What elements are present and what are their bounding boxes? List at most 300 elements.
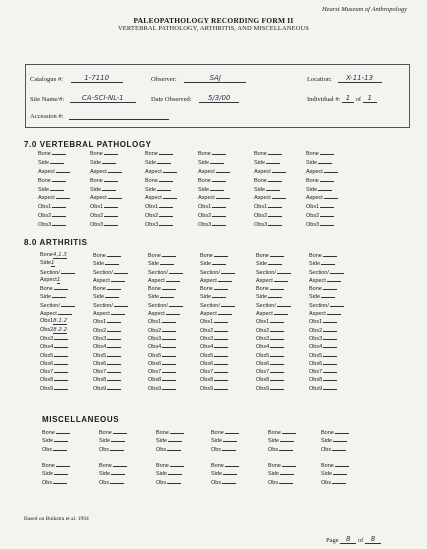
- field-blank-line[interactable]: [323, 367, 337, 373]
- field-blank-line[interactable]: [320, 220, 334, 226]
- field-blank-line[interactable]: [214, 359, 228, 365]
- field-label: Section/: [148, 269, 168, 276]
- field-value[interactable]: 1: [56, 276, 61, 283]
- field-label: Obs6: [200, 360, 214, 367]
- field-blank-line[interactable]: [102, 185, 116, 191]
- field-blank-line[interactable]: [56, 461, 70, 467]
- field-blank-line[interactable]: [321, 292, 335, 298]
- field-blank-line[interactable]: [56, 193, 70, 199]
- misc-field-row: [268, 436, 296, 444]
- field-blank-line[interactable]: [104, 149, 118, 155]
- field-blank-line[interactable]: [221, 301, 235, 307]
- field-blank-line[interactable]: [107, 334, 121, 340]
- field-blank-line[interactable]: [54, 334, 68, 340]
- field-blank-line[interactable]: [277, 268, 291, 274]
- location-value: X-11-13: [346, 74, 374, 82]
- field-label: Side: [211, 471, 223, 478]
- field-blank-line[interactable]: [282, 461, 296, 467]
- field-label: Obs2: [40, 326, 54, 333]
- field-blank-line[interactable]: [160, 259, 174, 265]
- field-blank-line[interactable]: [210, 185, 224, 191]
- form-field-row: [93, 384, 128, 392]
- field-blank-line[interactable]: [323, 334, 337, 340]
- field-blank-line[interactable]: [162, 351, 176, 357]
- misc-field-row: [211, 445, 239, 453]
- field-blank-line[interactable]: [159, 211, 173, 217]
- site-value-line[interactable]: [70, 94, 136, 103]
- field-label: Obs1: [148, 319, 162, 326]
- field-blank-line[interactable]: [159, 202, 173, 208]
- form-field-row: [40, 301, 75, 309]
- field-blank-line[interactable]: [210, 158, 224, 164]
- field-label: Obs2: [200, 327, 214, 334]
- form-field-row: [198, 202, 230, 211]
- form-field-row: [256, 334, 291, 342]
- field-blank-line[interactable]: [157, 185, 171, 191]
- field-blank-line[interactable]: [107, 326, 121, 332]
- field-blank-line[interactable]: [212, 202, 226, 208]
- form-field-row: [256, 276, 291, 284]
- field-label: Side: [93, 261, 105, 268]
- field-blank-line[interactable]: [108, 167, 122, 173]
- field-blank-line[interactable]: [270, 351, 284, 357]
- accession-label: Accession #:: [30, 113, 64, 120]
- field-blank-line[interactable]: [323, 375, 337, 381]
- field-blank-line[interactable]: [160, 292, 174, 298]
- field-blank-line[interactable]: [53, 445, 67, 451]
- field-blank-line[interactable]: [52, 149, 66, 155]
- field-blank-line[interactable]: [107, 359, 121, 365]
- field-blank-line[interactable]: [268, 149, 282, 155]
- form-field-row: [148, 351, 183, 359]
- field-label: Aspect: [306, 195, 323, 202]
- field-blank-line[interactable]: [323, 384, 337, 390]
- field-blank-line[interactable]: [166, 276, 180, 282]
- misc-field-row: [268, 461, 296, 469]
- form-field-row: [254, 167, 286, 176]
- field-label: Obs1: [198, 204, 212, 211]
- field-blank-line[interactable]: [102, 158, 116, 164]
- form-field-row: [148, 284, 183, 292]
- field-blank-line[interactable]: [114, 268, 128, 274]
- misc-group-gap: [321, 453, 349, 461]
- field-blank-line[interactable]: [107, 375, 121, 381]
- field-blank-line[interactable]: [162, 384, 176, 390]
- field-blank-line[interactable]: [218, 309, 232, 315]
- form-field-row: [38, 185, 70, 194]
- form-field-row: [200, 284, 235, 292]
- field-blank-line[interactable]: [104, 211, 118, 217]
- field-blank-line[interactable]: [159, 149, 173, 155]
- field-label: Side: [309, 294, 321, 301]
- field-blank-line[interactable]: [157, 158, 171, 164]
- page-total-line[interactable]: [365, 535, 381, 544]
- misc-field-row: [321, 428, 349, 436]
- field-blank-line[interactable]: [111, 436, 125, 442]
- field-blank-line[interactable]: [167, 445, 181, 451]
- field-blank-line[interactable]: [214, 375, 228, 381]
- field-blank-line[interactable]: [169, 268, 183, 274]
- field-blank-line[interactable]: [270, 334, 284, 340]
- field-blank-line[interactable]: [280, 436, 294, 442]
- form-field-row: [309, 367, 344, 375]
- form-field-row: [145, 220, 177, 229]
- field-label: Obs3: [40, 335, 54, 342]
- field-label: Side: [38, 159, 50, 166]
- field-blank-line[interactable]: [320, 202, 334, 208]
- arthritis-col-5: [256, 251, 291, 392]
- field-label: Obs4: [148, 344, 162, 351]
- field-blank-line[interactable]: [333, 436, 347, 442]
- field-label: Obs: [42, 479, 53, 486]
- field-blank-line[interactable]: [282, 428, 296, 434]
- field-blank-line[interactable]: [214, 367, 228, 373]
- field-blank-line[interactable]: [225, 428, 239, 434]
- field-blank-line[interactable]: [222, 445, 236, 451]
- field-blank-line[interactable]: [214, 342, 228, 348]
- field-blank-line[interactable]: [270, 384, 284, 390]
- field-blank-line[interactable]: [162, 334, 176, 340]
- field-blank-line[interactable]: [54, 375, 68, 381]
- accession-field: [30, 111, 169, 120]
- field-blank-line[interactable]: [105, 259, 119, 265]
- field-blank-line[interactable]: [166, 309, 180, 315]
- field-blank-line[interactable]: [225, 461, 239, 467]
- field-blank-line[interactable]: [268, 202, 282, 208]
- field-blank-line[interactable]: [270, 375, 284, 381]
- field-label: Aspect: [93, 311, 110, 318]
- misc-group-gap: [42, 453, 70, 461]
- field-blank-line[interactable]: [54, 284, 68, 290]
- form-field-row: [198, 158, 230, 167]
- field-blank-line[interactable]: [216, 193, 230, 199]
- form-field-row: [145, 211, 177, 220]
- field-blank-line[interactable]: [162, 284, 176, 290]
- field-blank-line[interactable]: [170, 428, 184, 434]
- field-blank-line[interactable]: [279, 478, 293, 484]
- form-field-row: [200, 359, 235, 367]
- field-blank-line[interactable]: [54, 384, 68, 390]
- field-blank-line[interactable]: [168, 436, 182, 442]
- field-label: Obs3: [148, 335, 162, 342]
- field-blank-line[interactable]: [218, 276, 232, 282]
- field-blank-line[interactable]: [323, 359, 337, 365]
- field-label: Bone: [156, 430, 169, 436]
- form-field-row: [90, 149, 122, 158]
- individual-total-line[interactable]: [363, 94, 377, 103]
- field-blank-line[interactable]: [104, 176, 118, 182]
- field-blank-line[interactable]: [104, 202, 118, 208]
- arthritis-col-1: [40, 251, 75, 392]
- form-field-row: [309, 284, 344, 292]
- form-field-row: [254, 220, 286, 229]
- field-blank-line[interactable]: [107, 284, 121, 290]
- field-blank-line[interactable]: [321, 259, 335, 265]
- field-blank-line[interactable]: [330, 268, 344, 274]
- field-blank-line[interactable]: [50, 185, 64, 191]
- field-blank-line[interactable]: [223, 436, 237, 442]
- field-blank-line[interactable]: [52, 220, 66, 226]
- field-blank-line[interactable]: [110, 478, 124, 484]
- field-blank-line[interactable]: [320, 211, 334, 217]
- field-blank-line[interactable]: [61, 301, 75, 307]
- field-value[interactable]: 4,1.3: [52, 252, 67, 258]
- field-blank-line[interactable]: [107, 251, 121, 257]
- field-blank-line[interactable]: [268, 176, 282, 182]
- field-blank-line[interactable]: [280, 469, 294, 475]
- field-label: Obs2: [38, 213, 52, 220]
- field-blank-line[interactable]: [223, 469, 237, 475]
- field-label: Side: [99, 438, 111, 445]
- form-field-row: [198, 167, 230, 176]
- field-blank-line[interactable]: [270, 359, 284, 365]
- field-label: Aspect: [93, 277, 110, 284]
- form-field-row: [93, 367, 128, 375]
- field-label: Aspect: [40, 311, 57, 318]
- field-blank-line[interactable]: [212, 149, 226, 155]
- observer-value-line[interactable]: [184, 74, 246, 83]
- field-blank-line[interactable]: [212, 176, 226, 182]
- field-blank-line[interactable]: [266, 158, 280, 164]
- field-blank-line[interactable]: [54, 359, 68, 365]
- field-blank-line[interactable]: [162, 317, 176, 323]
- field-blank-line[interactable]: [162, 326, 176, 332]
- form-field-row: [200, 268, 235, 276]
- field-label: Obs5: [93, 352, 107, 359]
- field-blank-line[interactable]: [214, 351, 228, 357]
- misc-field-row: [321, 445, 349, 453]
- arthritis-col-6: [309, 251, 344, 392]
- field-blank-line[interactable]: [162, 359, 176, 365]
- field-blank-line[interactable]: [268, 211, 282, 217]
- field-blank-line[interactable]: [214, 317, 228, 323]
- field-blank-line[interactable]: [56, 428, 70, 434]
- field-label: Obs8: [256, 377, 270, 384]
- field-label: Obs1: [309, 319, 323, 326]
- field-blank-line[interactable]: [54, 342, 68, 348]
- field-blank-line[interactable]: [279, 445, 293, 451]
- field-blank-line[interactable]: [318, 185, 332, 191]
- field-blank-line[interactable]: [274, 276, 288, 282]
- field-blank-line[interactable]: [272, 193, 286, 199]
- field-blank-line[interactable]: [162, 251, 176, 257]
- arthritis-col-3: [148, 251, 183, 392]
- field-blank-line[interactable]: [107, 351, 121, 357]
- field-blank-line[interactable]: [105, 292, 119, 298]
- field-blank-line[interactable]: [54, 351, 68, 357]
- field-label: Obs1: [254, 204, 268, 211]
- field-label: Bone: [254, 151, 267, 157]
- field-label: Side: [256, 294, 268, 301]
- field-blank-line[interactable]: [52, 211, 66, 217]
- misc-col-1: [42, 428, 70, 486]
- field-blank-line[interactable]: [272, 167, 286, 173]
- field-label: Obs9: [309, 385, 323, 392]
- field-blank-line[interactable]: [107, 317, 121, 323]
- field-blank-line[interactable]: [56, 167, 70, 173]
- field-blank-line[interactable]: [107, 384, 121, 390]
- form-field-row: [256, 251, 291, 259]
- field-blank-line[interactable]: [170, 461, 184, 467]
- field-blank-line[interactable]: [323, 317, 337, 323]
- field-label: Obs3: [38, 222, 52, 229]
- date-value-line[interactable]: [199, 94, 239, 103]
- field-blank-line[interactable]: [163, 193, 177, 199]
- field-blank-line[interactable]: [61, 268, 75, 274]
- field-blank-line[interactable]: [52, 176, 66, 182]
- field-blank-line[interactable]: [162, 375, 176, 381]
- misc-field-row: [268, 445, 296, 453]
- field-blank-line[interactable]: [323, 351, 337, 357]
- field-label: Obs4: [256, 344, 270, 351]
- field-value[interactable]: 8.2.2: [53, 326, 68, 333]
- form-field-row: [40, 268, 75, 276]
- field-blank-line[interactable]: [216, 167, 230, 173]
- field-blank-line[interactable]: [212, 220, 226, 226]
- field-blank-line[interactable]: [168, 469, 182, 475]
- field-blank-line[interactable]: [270, 284, 284, 290]
- field-blank-line[interactable]: [270, 317, 284, 323]
- field-label: Side: [145, 159, 157, 166]
- field-blank-line[interactable]: [270, 367, 284, 373]
- field-blank-line[interactable]: [274, 309, 288, 315]
- field-label: Obs9: [148, 385, 162, 392]
- field-blank-line[interactable]: [333, 469, 347, 475]
- field-blank-line[interactable]: [222, 478, 236, 484]
- museum-name: Hearst Museum of Anthropology: [321, 6, 407, 13]
- location-value-line[interactable]: [338, 74, 382, 83]
- form-field-row: [40, 251, 75, 259]
- field-blank-line[interactable]: [332, 445, 346, 451]
- form-field-row: [200, 326, 235, 334]
- misc-field-row: [211, 461, 239, 469]
- field-label: Obs2: [306, 213, 320, 220]
- field-label: Obs3: [200, 335, 214, 342]
- page-label: Page: [326, 537, 339, 544]
- field-blank-line[interactable]: [212, 292, 226, 298]
- field-blank-line[interactable]: [159, 176, 173, 182]
- field-blank-line[interactable]: [323, 326, 337, 332]
- field-label: Bone: [268, 463, 281, 470]
- field-blank-line[interactable]: [104, 220, 118, 226]
- field-blank-line[interactable]: [214, 334, 228, 340]
- field-blank-line[interactable]: [58, 309, 72, 315]
- form-field-row: [309, 276, 344, 284]
- field-blank-line[interactable]: [268, 259, 282, 265]
- field-label: Aspect: [198, 168, 215, 175]
- field-label: Side: [321, 471, 333, 478]
- field-blank-line[interactable]: [214, 326, 228, 332]
- field-blank-line[interactable]: [330, 301, 344, 307]
- field-label: Obs: [268, 446, 279, 453]
- catalogue-value-line[interactable]: [71, 74, 123, 83]
- field-blank-line[interactable]: [320, 149, 334, 155]
- field-blank-line[interactable]: [108, 193, 122, 199]
- form-field-row: [309, 375, 344, 383]
- field-blank-line[interactable]: [113, 461, 127, 467]
- field-value[interactable]: 1: [51, 260, 55, 267]
- field-blank-line[interactable]: [54, 436, 68, 442]
- field-label: Obs5: [256, 352, 270, 359]
- accession-value-line[interactable]: [69, 111, 169, 120]
- page-value-line[interactable]: [340, 535, 356, 544]
- field-blank-line[interactable]: [212, 211, 226, 217]
- field-label: Obs7: [200, 369, 214, 376]
- field-blank-line[interactable]: [270, 251, 284, 257]
- field-blank-line[interactable]: [268, 292, 282, 298]
- field-blank-line[interactable]: [327, 309, 341, 315]
- field-blank-line[interactable]: [111, 309, 125, 315]
- field-blank-line[interactable]: [318, 158, 332, 164]
- field-blank-line[interactable]: [107, 367, 121, 373]
- field-label: Section/: [200, 302, 220, 309]
- field-value[interactable]: 8.1.2: [53, 318, 68, 325]
- field-blank-line[interactable]: [323, 251, 337, 257]
- field-blank-line[interactable]: [268, 220, 282, 226]
- field-blank-line[interactable]: [332, 478, 346, 484]
- field-blank-line[interactable]: [270, 326, 284, 332]
- field-blank-line[interactable]: [212, 259, 226, 265]
- field-blank-line[interactable]: [113, 428, 127, 434]
- field-blank-line[interactable]: [52, 202, 66, 208]
- field-blank-line[interactable]: [214, 384, 228, 390]
- field-label: Obs9: [200, 385, 214, 392]
- field-blank-line[interactable]: [335, 428, 349, 434]
- field-blank-line[interactable]: [327, 276, 341, 282]
- field-blank-line[interactable]: [277, 301, 291, 307]
- misc-col-5: [268, 428, 296, 486]
- field-blank-line[interactable]: [324, 167, 338, 173]
- form-field-row: [200, 384, 235, 392]
- field-blank-line[interactable]: [50, 158, 64, 164]
- field-blank-line[interactable]: [221, 268, 235, 274]
- form-field-row: [256, 351, 291, 359]
- field-blank-line[interactable]: [162, 342, 176, 348]
- field-blank-line[interactable]: [214, 251, 228, 257]
- field-label: Bone: [306, 177, 319, 184]
- form-field-row: [200, 342, 235, 350]
- field-label: Obs1: [93, 319, 107, 326]
- individual-value-line[interactable]: [342, 94, 354, 103]
- field-blank-line[interactable]: [114, 301, 128, 307]
- field-blank-line[interactable]: [159, 220, 173, 226]
- form-field-row: [90, 167, 122, 176]
- field-blank-line[interactable]: [335, 461, 349, 467]
- field-blank-line[interactable]: [323, 284, 337, 290]
- field-blank-line[interactable]: [54, 469, 68, 475]
- field-blank-line[interactable]: [162, 367, 176, 373]
- field-blank-line[interactable]: [110, 445, 124, 451]
- field-blank-line[interactable]: [324, 193, 338, 199]
- field-blank-line[interactable]: [167, 478, 181, 484]
- field-blank-line[interactable]: [111, 276, 125, 282]
- field-label: Obs8: [200, 377, 214, 384]
- field-blank-line[interactable]: [270, 342, 284, 348]
- form-field-row: [256, 375, 291, 383]
- field-blank-line[interactable]: [169, 301, 183, 307]
- field-blank-line[interactable]: [53, 478, 67, 484]
- field-blank-line[interactable]: [214, 284, 228, 290]
- field-blank-line[interactable]: [107, 342, 121, 348]
- field-blank-line[interactable]: [266, 185, 280, 191]
- field-blank-line[interactable]: [320, 176, 334, 182]
- field-blank-line[interactable]: [111, 469, 125, 475]
- field-blank-line[interactable]: [52, 292, 66, 298]
- field-blank-line[interactable]: [323, 342, 337, 348]
- field-blank-line[interactable]: [163, 167, 177, 173]
- field-label: Side: [90, 159, 102, 166]
- field-blank-line[interactable]: [54, 367, 68, 373]
